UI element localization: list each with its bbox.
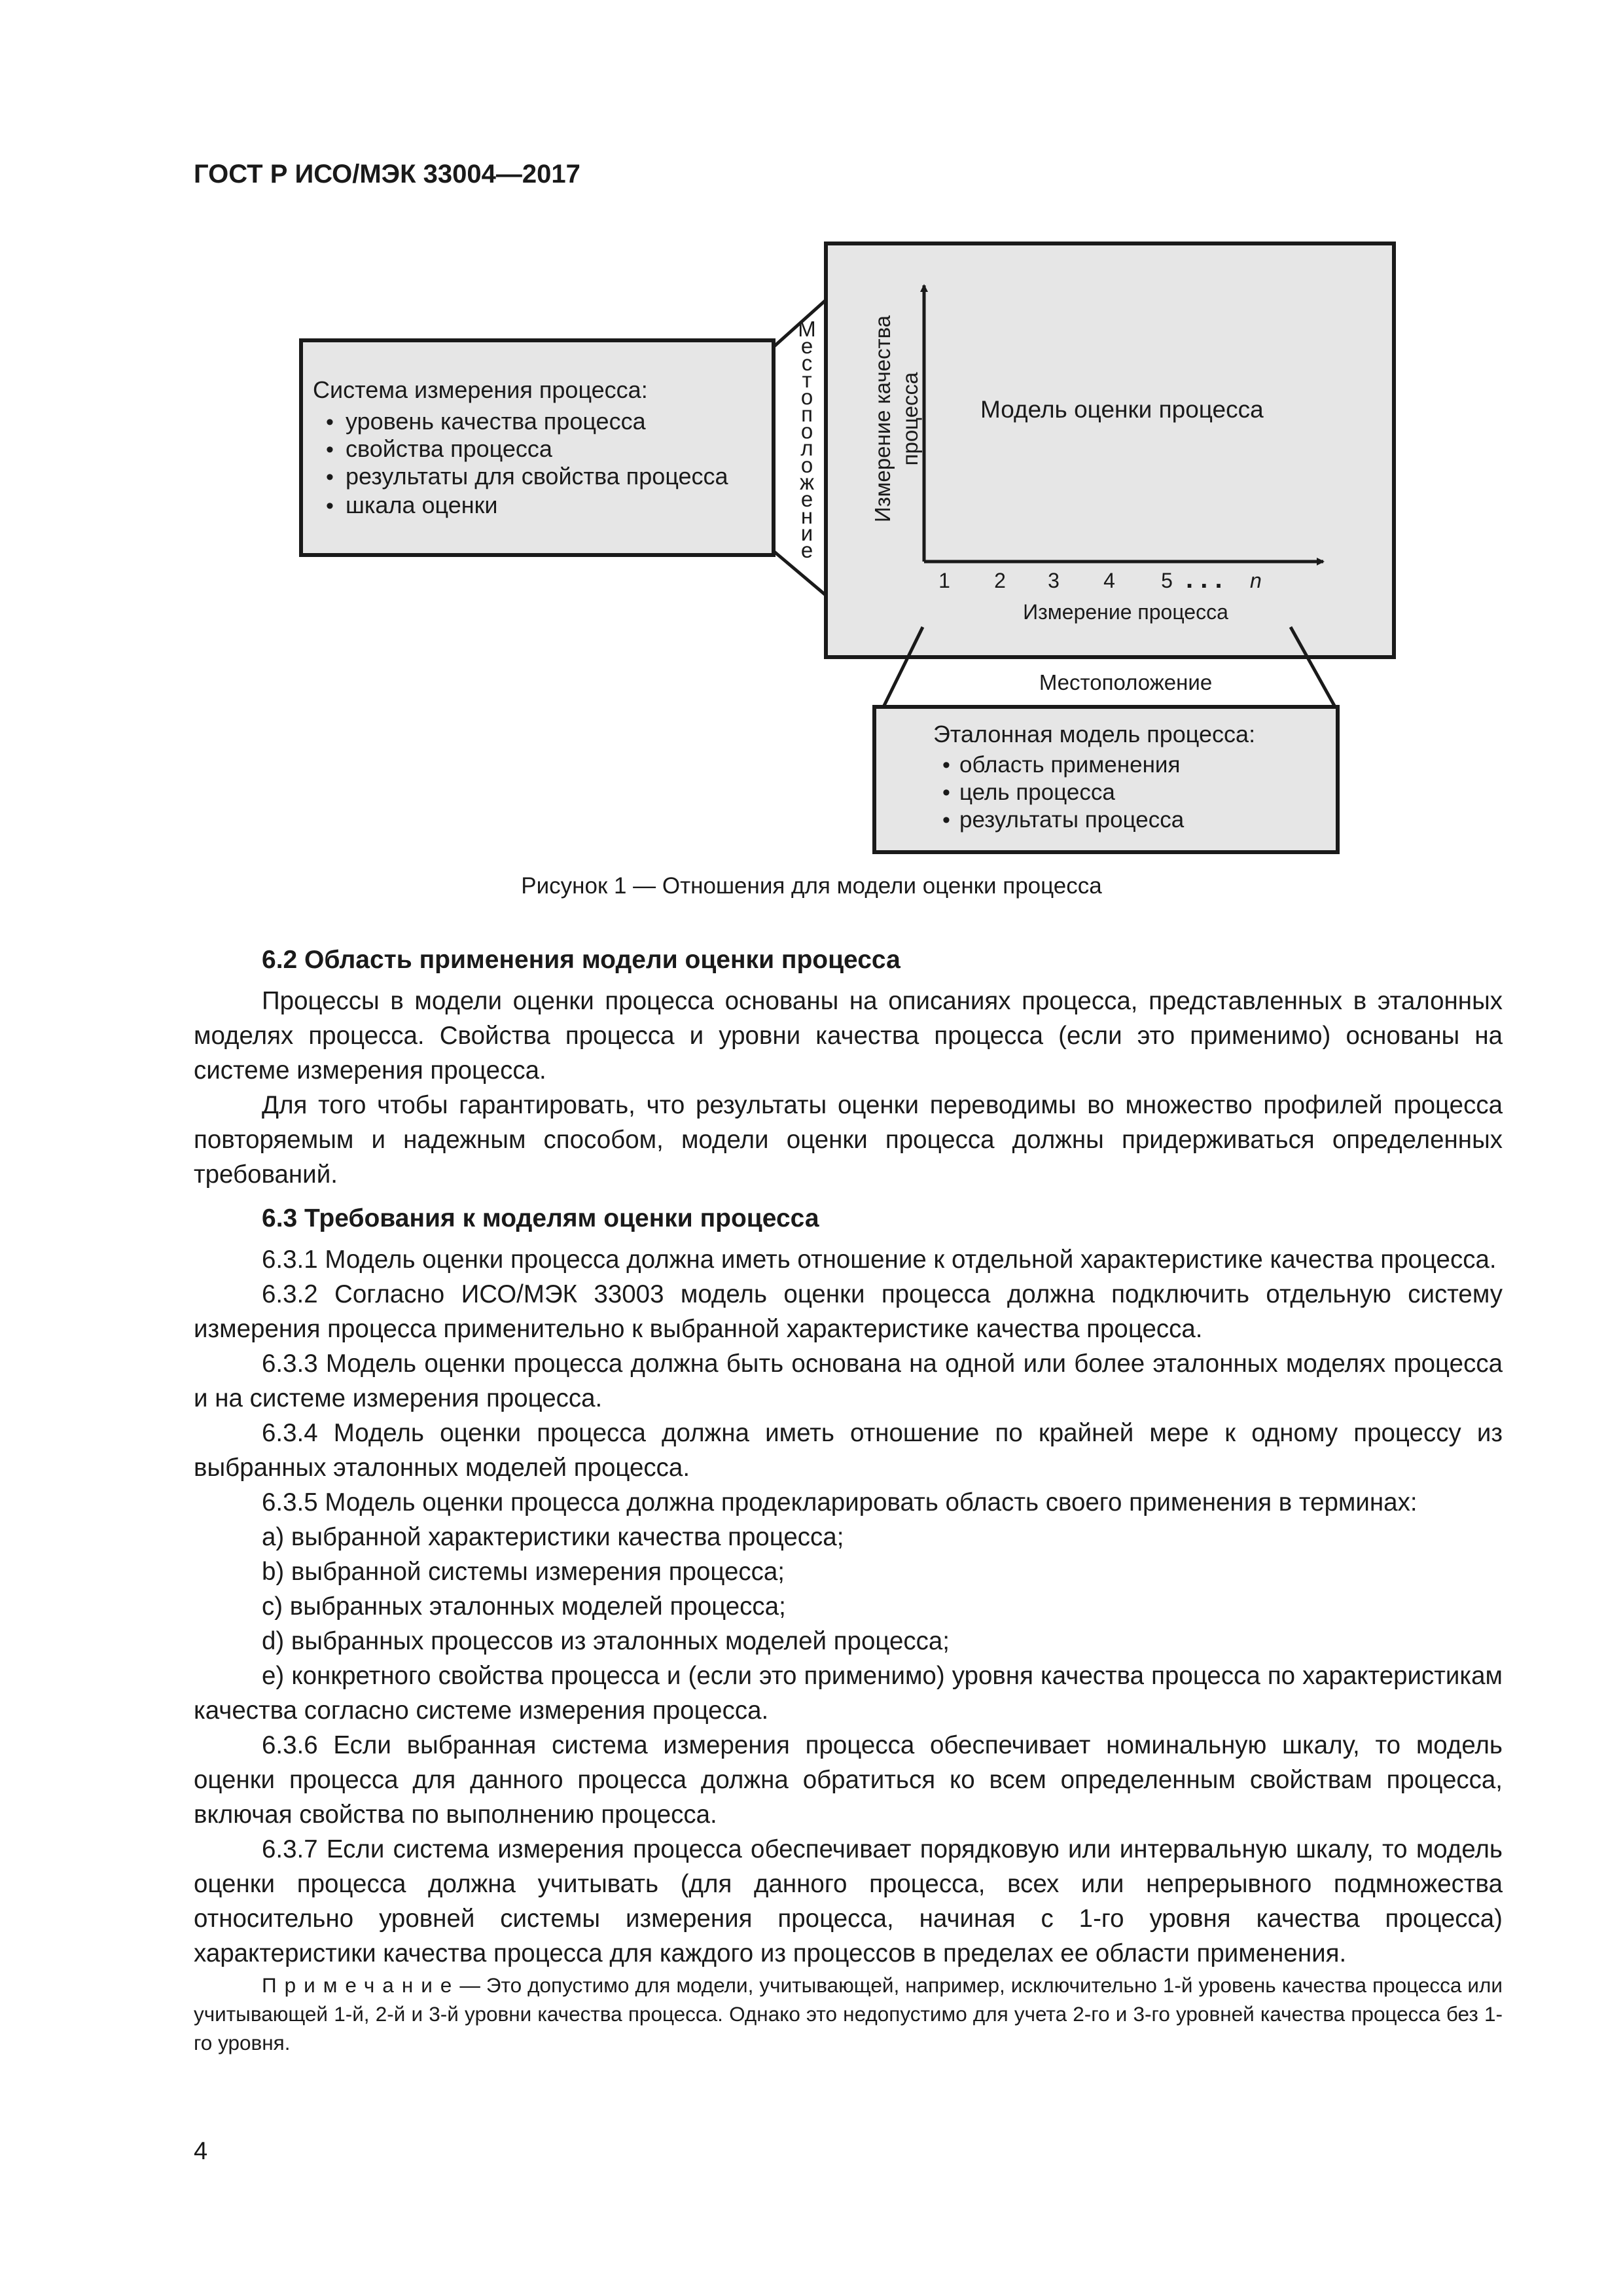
vertical-location-letter: н [800,504,813,528]
bullet-icon: • [942,780,950,805]
vertical-location-label [798,317,816,562]
section-heading-6-3: 6.3 Требования к моделям оценки процесса [262,1204,819,1232]
bullet-icon: • [942,753,950,778]
measurement-item: свойства процесса [346,435,552,462]
note-text: — Это допустимо для модели, учитывающей, например, исключительно 1-й уровень качества процесса или учитывающей 1-й, 2-й и 3-й уровни качества процесса. Однако это недопустимо для учета 2-го и 3-го уровней качества процесса без 1-го уровня. [194,1973,1503,2054]
list-item: d) выбранных процессов из эталонных моделей процесса; [262,1627,950,1655]
paragraph-6-3-4: 6.3.4 Модель оценки процесса должна иметь отношение по крайней мере к одному процессу из выбранных эталонных моделей процесса. [194,1419,1503,1482]
paragraph: Для того чтобы гарантировать, что результаты оценки переводимы во множество профилей процесса повторяемым и надежным способом, модели оценки процесса должны придерживаться определенных требований. [194,1091,1503,1189]
list-item: c) выбранных эталонных моделей процесса; [262,1592,786,1621]
y-axis-label-line1: Измерение качества [870,315,895,523]
x-tick-label: 4 [1103,569,1115,592]
paragraph-6-3-6: 6.3.6 Если выбранная система измерения процесса обеспечивает номинальную шкалу, то модель оценки процесса для данного процесса должна обратиться ко всем определенным свойствам процесса, включая свойства по выполнению процесса. [194,1731,1503,1829]
note-label: Примечание [262,1973,460,1997]
vertical-location-letter: ж [799,470,815,494]
vertical-location-letter: е [800,538,813,562]
document-header: ГОСТ Р ИСО/МЭК 33004—2017 [194,160,580,188]
list-item: a) выбранной характеристики качества процесса; [262,1523,844,1551]
bullet-icon: • [942,808,950,833]
vertical-location-letter: п [801,402,813,426]
x-tick-ellipsis: . . . [1186,565,1222,594]
vertical-location-letter: л [800,436,813,460]
assessment-model-label: Модель оценки процесса [980,396,1264,423]
bullet-icon: • [326,410,334,435]
bullet-icon: • [326,493,334,518]
list-item: b) выбранной системы измерения процесса; [262,1558,785,1586]
section-heading-6-2: 6.2 Область применения модели оценки процесса [262,946,901,974]
bullet-icon: • [326,437,334,462]
x-tick-label: 5 [1161,569,1173,592]
paragraph-6-3-1: 6.3.1 Модель оценки процесса должна иметь отношение к отдельной характеристике качества процесса. [262,1246,1497,1274]
vertical-location-letter: М [798,317,816,341]
list-item: e) конкретного свойства процесса и (если это применимо) уровня качества процесса по характеристикам качества согласно системе измерения процесса. [194,1662,1503,1725]
figure-caption: Рисунок 1 — Отношения для модели оценки процесса [521,873,1102,899]
x-tick-n: n [1250,569,1262,592]
process-assessment-figure [0,0,1623,870]
x-tick-label: 3 [1048,569,1060,592]
vertical-location-letter: о [800,385,813,409]
bottom-location-label: Местоположение [1039,670,1213,694]
paragraph-6-3-3: 6.3.3 Модель оценки процесса должна быть основана на одной или более эталонных моделях процесса и на системе измерения процесса. [194,1350,1503,1412]
paragraph-6-3-5: 6.3.5 Модель оценки процесса должна продекларировать область своего применения в терминах: [262,1488,1418,1516]
bullet-icon: • [326,465,334,490]
x-axis-label: Измерение процесса [1023,600,1228,624]
paragraph: Процессы в модели оценки процесса основаны на описаниях процесса, представленных в эталонных моделях процесса. Свойства процесса и уровни качества процесса (если это применимо) основаны на системе измерения процесса. [194,987,1503,1085]
vertical-location-letter: и [800,521,813,545]
measurement-framework-title: Система измерения процесса: [313,376,648,403]
vertical-location-letter: е [800,487,813,511]
x-tick-label: 2 [994,569,1006,592]
reference-item: цель процесса [959,780,1115,805]
paragraph-6-3-7: 6.3.7 Если система измерения процесса обеспечивает порядковую или интервальную шкалу, то модель оценки процесса должна учитывать (для данного процесса, всех или непрерывного подмножества относительно уровней системы измерения процесса, начиная с 1-го уровня качества процесса) характеристики качества процесса для каждого из процессов в пределах ее области применения. [194,1835,1503,1967]
measurement-item: шкала оценки [346,492,498,518]
reference-item: результаты процесса [959,807,1185,833]
vertical-location-letter: т [802,368,812,392]
note [194,1971,1503,2057]
vertical-location-letter: о [800,419,813,443]
reference-model-title: Эталонная модель процесса: [933,721,1256,747]
document-body [194,942,1503,2057]
paragraph-6-3-2: 6.3.2 Согласно ИСО/МЭК 33003 модель оценки процесса должна подключить отдельную систему измерения процесса применительно к выбранной характеристике качества процесса. [194,1280,1503,1343]
vertical-location-letter: с [801,351,813,375]
x-tick-label: 1 [938,569,950,592]
page-number: 4 [194,2138,208,2165]
vertical-location-letter: е [800,334,813,358]
y-axis-label-line2: процесса [898,372,922,466]
measurement-item: уровень качества процесса [346,408,646,435]
vertical-location-letter: о [800,453,813,477]
measurement-item: результаты для свойства процесса [346,463,728,490]
reference-item: область применения [959,752,1181,778]
